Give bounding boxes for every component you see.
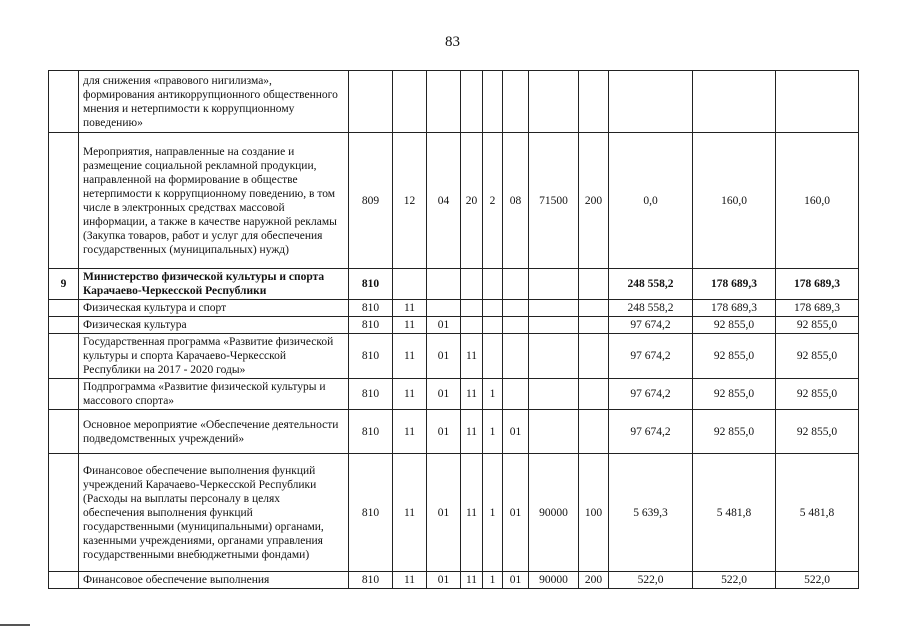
code-direction: [529, 410, 579, 454]
code-direction: [529, 379, 579, 410]
code-program: [461, 300, 483, 317]
amount-year-1: 248 558,2: [609, 269, 693, 300]
amount-year-2: [693, 71, 776, 133]
table-row: [49, 454, 859, 572]
amount-year-3: 5 481,8: [776, 454, 859, 572]
amount-year-1: 248 558,2: [609, 300, 693, 317]
code-expense-type: [579, 300, 609, 317]
amount-year-1: 97 674,2: [609, 410, 693, 454]
code-subsection: 01: [427, 334, 461, 379]
code-subprogram: [483, 334, 503, 379]
amount-year-2: 160,0: [693, 133, 776, 269]
amount-year-2: 92 855,0: [693, 317, 776, 334]
row-number: 9: [49, 269, 79, 300]
budget-table: [48, 70, 859, 589]
code-subsection: 01: [427, 454, 461, 572]
code-program: [461, 71, 483, 133]
row-number: [49, 572, 79, 589]
row-number: [49, 410, 79, 454]
amount-year-2: 92 855,0: [693, 334, 776, 379]
code-expense-type: [579, 269, 609, 300]
code-program: 11: [461, 410, 483, 454]
amount-year-1: 97 674,2: [609, 334, 693, 379]
amount-year-3: 92 855,0: [776, 317, 859, 334]
code-grbs: [349, 71, 393, 133]
code-event: 01: [503, 454, 529, 572]
code-event: 01: [503, 410, 529, 454]
code-subsection: [427, 300, 461, 317]
amount-year-1: 97 674,2: [609, 379, 693, 410]
code-section: 11: [393, 334, 427, 379]
scan-edge-mark: [0, 624, 30, 626]
code-direction: 90000: [529, 454, 579, 572]
code-grbs: 810: [349, 269, 393, 300]
row-name: Финансовое обеспечение выполнения: [79, 572, 349, 589]
code-program: 20: [461, 133, 483, 269]
code-subprogram: [483, 71, 503, 133]
row-number: [49, 300, 79, 317]
amount-year-1: 522,0: [609, 572, 693, 589]
code-subsection: 04: [427, 133, 461, 269]
row-name: Финансовое обеспечение выполнения функций учреждений Карачаево-Черкесской Республики (Расходы на выплаты персоналу в целях обеспечения выполнения функций государственными (муниципальными) органами, казенными учреждениями, органами управления государственными внебюджетными фондами): [79, 454, 349, 572]
code-subprogram: [483, 269, 503, 300]
amount-year-1: 0,0: [609, 133, 693, 269]
code-event: [503, 379, 529, 410]
code-subprogram: 1: [483, 454, 503, 572]
amount-year-1: 97 674,2: [609, 317, 693, 334]
code-expense-type: [579, 379, 609, 410]
amount-year-3: 160,0: [776, 133, 859, 269]
code-event: [503, 317, 529, 334]
amount-year-2: 178 689,3: [693, 269, 776, 300]
code-direction: [529, 269, 579, 300]
code-expense-type: [579, 317, 609, 334]
code-section: 11: [393, 572, 427, 589]
row-number: [49, 379, 79, 410]
code-direction: [529, 334, 579, 379]
code-grbs: 810: [349, 300, 393, 317]
amount-year-3: 92 855,0: [776, 379, 859, 410]
code-program: 11: [461, 572, 483, 589]
row-number: [49, 71, 79, 133]
code-expense-type: 100: [579, 454, 609, 572]
code-event: [503, 300, 529, 317]
code-expense-type: [579, 334, 609, 379]
table-row: [49, 317, 859, 334]
row-name: для снижения «правового нигилизма», формирования антикоррупционного общественного мнения и нетерпимости к коррупционному поведению»: [79, 71, 349, 133]
code-direction: [529, 317, 579, 334]
code-program: 11: [461, 379, 483, 410]
code-subsection: [427, 269, 461, 300]
table-row: [49, 572, 859, 589]
row-number: [49, 454, 79, 572]
code-section: 12: [393, 133, 427, 269]
code-event: 08: [503, 133, 529, 269]
code-grbs: 810: [349, 334, 393, 379]
code-direction: 90000: [529, 572, 579, 589]
row-name: Мероприятия, направленные на создание и размещение социальной рекламной продукции, направленной на формирование в обществе нетерпимости к коррупционному поведению, в том числе в электронных средствах массовой информации, а также в качестве наружной рекламы (Закупка товаров, работ и услуг для обеспечения государственных (муниципальных) нужд): [79, 133, 349, 269]
code-section: [393, 269, 427, 300]
row-name: Физическая культура и спорт: [79, 300, 349, 317]
row-number: [49, 334, 79, 379]
code-event: [503, 269, 529, 300]
code-subsection: [427, 71, 461, 133]
table-row: [49, 269, 859, 300]
code-subprogram: 1: [483, 379, 503, 410]
code-expense-type: 200: [579, 572, 609, 589]
code-subsection: 01: [427, 379, 461, 410]
code-program: 11: [461, 334, 483, 379]
code-section: 11: [393, 317, 427, 334]
code-subsection: 01: [427, 317, 461, 334]
code-direction: [529, 300, 579, 317]
code-subsection: 01: [427, 410, 461, 454]
row-name: Основное мероприятие «Обеспечение деятельности подведомственных учреждений»: [79, 410, 349, 454]
row-name: Подпрограмма «Развитие физической культуры и массового спорта»: [79, 379, 349, 410]
table-row: [49, 410, 859, 454]
amount-year-2: 5 481,8: [693, 454, 776, 572]
code-event: 01: [503, 572, 529, 589]
code-section: [393, 71, 427, 133]
amount-year-3: 522,0: [776, 572, 859, 589]
row-name: Министерство физической культуры и спорта Карачаево-Черкесской Республики: [79, 269, 349, 300]
code-section: 11: [393, 410, 427, 454]
code-section: 11: [393, 379, 427, 410]
amount-year-2: 92 855,0: [693, 379, 776, 410]
amount-year-3: 92 855,0: [776, 410, 859, 454]
amount-year-3: [776, 71, 859, 133]
table-row: [49, 71, 859, 133]
amount-year-3: 178 689,3: [776, 269, 859, 300]
code-grbs: 810: [349, 572, 393, 589]
code-grbs: 810: [349, 454, 393, 572]
code-section: 11: [393, 300, 427, 317]
code-expense-type: [579, 71, 609, 133]
row-name: Физическая культура: [79, 317, 349, 334]
table-row: [49, 300, 859, 317]
code-section: 11: [393, 454, 427, 572]
code-subsection: 01: [427, 572, 461, 589]
row-name: Государственная программа «Развитие физической культуры и спорта Карачаево-Черкесской Республики на 2017 - 2020 годы»: [79, 334, 349, 379]
code-direction: [529, 71, 579, 133]
code-direction: 71500: [529, 133, 579, 269]
code-grbs: 810: [349, 317, 393, 334]
table-row: [49, 133, 859, 269]
code-program: 11: [461, 454, 483, 572]
table-row: [49, 334, 859, 379]
page-number: 83: [445, 34, 460, 50]
code-subprogram: 1: [483, 410, 503, 454]
amount-year-2: 522,0: [693, 572, 776, 589]
code-grbs: 810: [349, 410, 393, 454]
amount-year-2: 92 855,0: [693, 410, 776, 454]
code-event: [503, 71, 529, 133]
row-number: [49, 133, 79, 269]
code-grbs: 810: [349, 379, 393, 410]
amount-year-1: 5 639,3: [609, 454, 693, 572]
code-expense-type: 200: [579, 133, 609, 269]
row-number: [49, 317, 79, 334]
code-program: [461, 317, 483, 334]
code-subprogram: 2: [483, 133, 503, 269]
amount-year-2: 178 689,3: [693, 300, 776, 317]
code-subprogram: [483, 317, 503, 334]
amount-year-3: 178 689,3: [776, 300, 859, 317]
code-event: [503, 334, 529, 379]
amount-year-3: 92 855,0: [776, 334, 859, 379]
code-subprogram: 1: [483, 572, 503, 589]
amount-year-1: [609, 71, 693, 133]
table-row: [49, 379, 859, 410]
code-program: [461, 269, 483, 300]
code-subprogram: [483, 300, 503, 317]
code-expense-type: [579, 410, 609, 454]
code-grbs: 809: [349, 133, 393, 269]
